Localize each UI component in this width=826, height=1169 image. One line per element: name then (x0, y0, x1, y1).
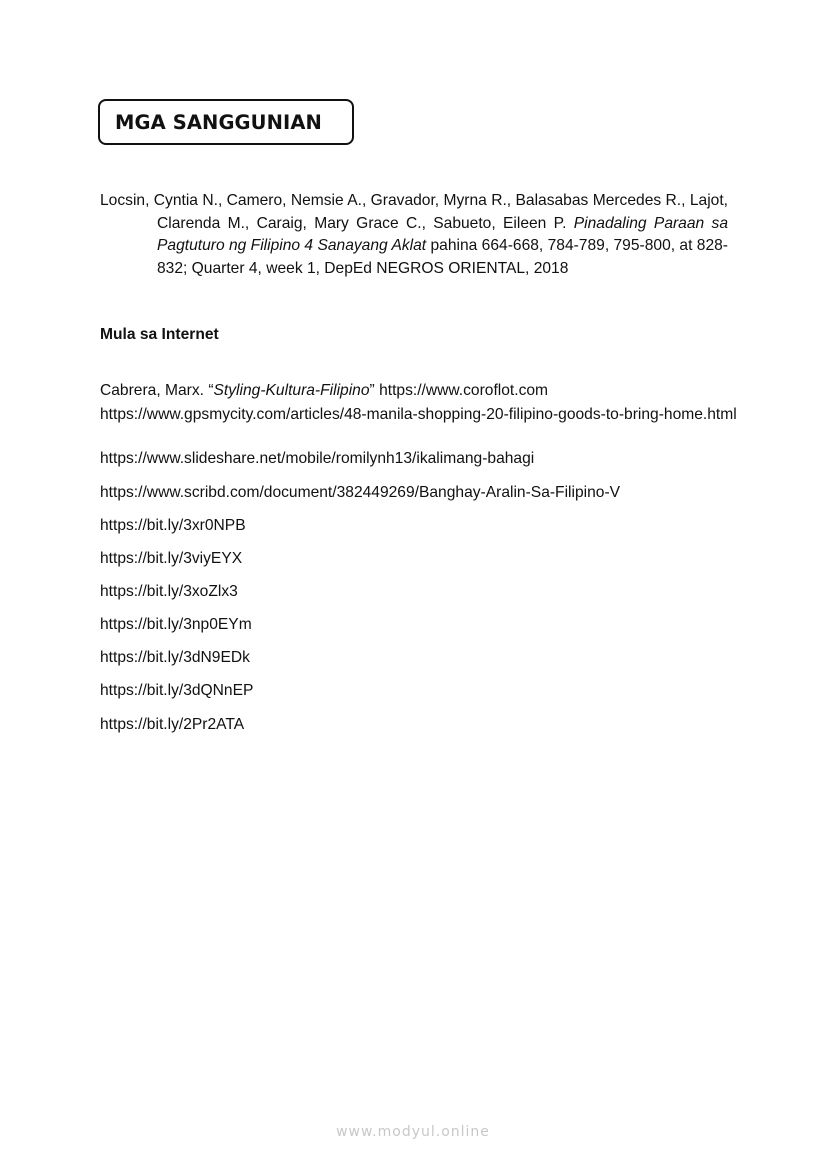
cabrera-title: Styling-Kultura-Filipino (213, 382, 370, 399)
cabrera-url[interactable]: https://www.coroflot.com (379, 382, 549, 399)
bitly-link[interactable]: https://bit.ly/3np0EYm (100, 616, 252, 633)
bitly-link[interactable]: https://bit.ly/3dQNnEP (100, 682, 254, 699)
reference-title: Pinadaling Paraan sa Pagtuturo ng Filipino 4 Sanayang Aklat (157, 214, 728, 254)
slideshare-link[interactable]: https://www.slideshare.net/mobile/romilynh13/ikalimang-bahagi (100, 450, 535, 467)
internet-heading: Mula sa Internet (100, 326, 219, 343)
bitly-link[interactable]: https://bit.ly/3viyEYX (100, 550, 243, 567)
gpsmycity-link[interactable]: https://www.gpsmycity.com/articles/48-manila-shopping-20-filipino-goods-to-bring-home.html (100, 406, 737, 423)
heading-box (98, 99, 354, 145)
scribd-link[interactable]: https://www.scribd.com/document/382449269/Banghay-Aralin-Sa-Filipino-V (100, 484, 621, 501)
bitly-link[interactable]: https://bit.ly/3dN9EDk (100, 649, 250, 666)
reference-details: pahina 664-668, 784-789, 795-800, at 828-832; Quarter 4, week 1, DepEd NEGROS ORIENTAL, 2018 (157, 237, 728, 277)
cabrera-author: Cabrera, Marx. (100, 382, 204, 399)
reference-authors: Locsin, Cyntia N., Camero, Nemsie A., Gravador, Myrna R., Balasabas Mercedes R., Lajot, Clarenda M., Caraig, Mary Grace C., Sabueto, Eileen P. (100, 192, 728, 232)
main-reference (100, 190, 728, 280)
cabrera-reference: Cabrera, Marx. “Styling-Kultura-Filipino” https://www.coroflot.com (100, 382, 549, 399)
watermark: www.modyul.online (336, 1124, 490, 1140)
bitly-link[interactable]: https://bit.ly/3xr0NPB (100, 517, 246, 534)
bitly-link[interactable]: https://bit.ly/3xoZlx3 (100, 583, 238, 600)
bitly-link[interactable]: https://bit.ly/2Pr2ATA (100, 716, 245, 733)
page-title: MGA SANGGUNIAN (115, 110, 322, 134)
